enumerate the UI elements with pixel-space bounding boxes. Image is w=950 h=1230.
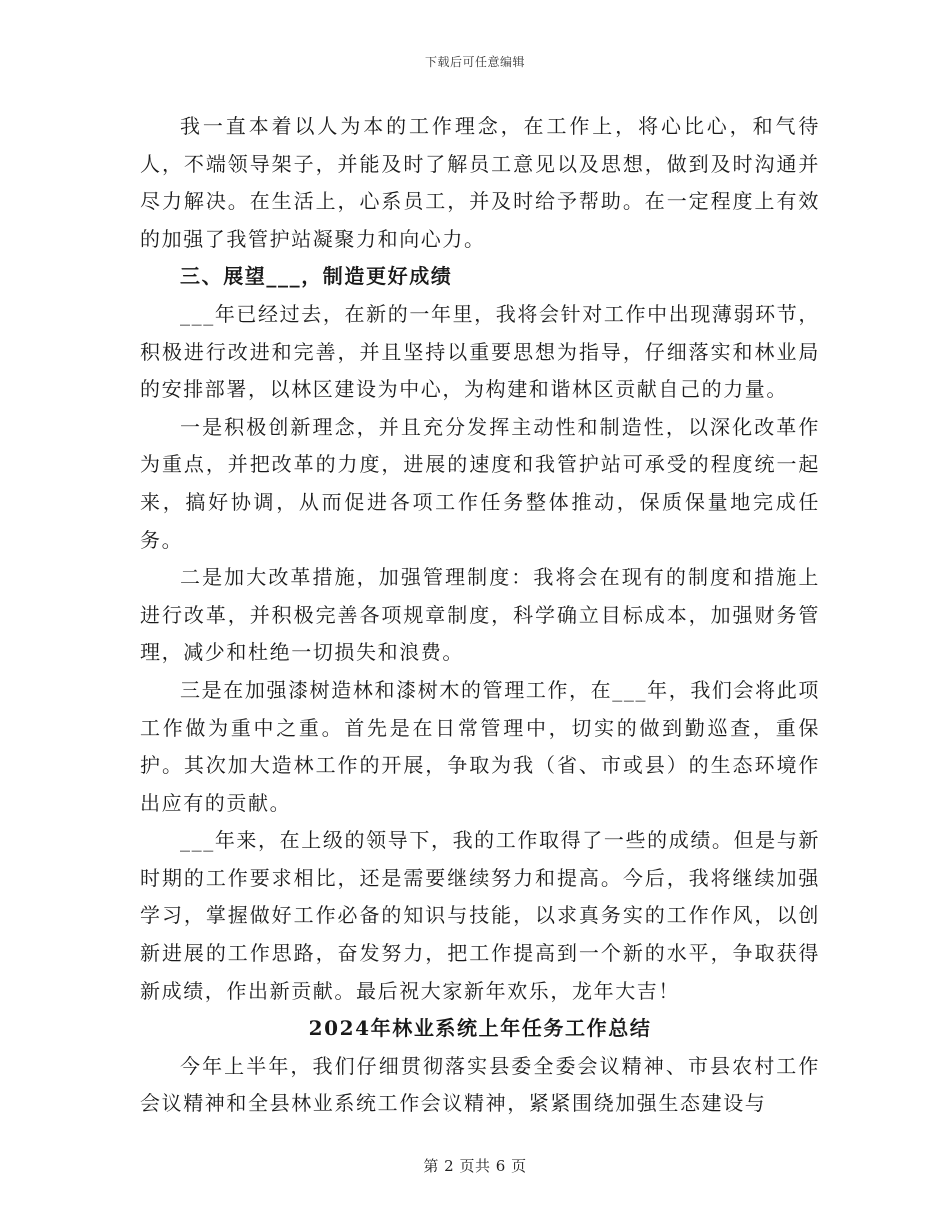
paragraph-point-two: 二是加大改革措施，加强管理制度：我将会在现有的制度和措施上进行改革，并积极完善各项规章制度，科学确立目标成本，加强财务管理，减少和杜绝一切损失和浪费。 bbox=[140, 565, 820, 665]
paragraph-first-half-year: 今年上半年，我们仔细贯彻落实县委全委会议精神、市县农村工作会议精神和全县林业系统工作会议精神，紧紧围绕加强生态建设与 bbox=[140, 1053, 820, 1116]
document-body bbox=[140, 108, 820, 1123]
paragraph-people-oriented: 我一直本着以人为本的工作理念，在工作上，将心比心，和气待人，不端领导架子，并能及时了解员工意见以及思想，做到及时沟通并尽力解决。在生活上，心系员工，并及时给予帮助。在一定程度上有效的加强了我管护站凝聚力和向心力。 bbox=[140, 114, 820, 251]
paragraph-point-one: 一是积极创新理念，并且充分发挥主动性和制造性，以深化改革作为重点，并把改革的力度，进展的速度和我管护站可承受的程度统一起来，搞好协调，从而促进各项工作任务整体推动，保质保量地完成任务。 bbox=[140, 414, 820, 552]
page-number: 第 2 页共 6 页 bbox=[423, 1157, 527, 1175]
paragraph-point-three: 三是在加强漆树造林和漆树木的管理工作，在___年，我们会将此项工作做为重中之重。首先是在日常管理中，切实的做到勤巡查，重保护。其次加大造林工作的开展，争取为我（省、市或县）的生态环境作出应有的贡献。 bbox=[140, 677, 820, 815]
paragraph-conclusion: ___年来，在上级的领导下，我的工作取得了一些的成绩。但是与新时期的工作要求相比，还是需要继续努力和提高。今后，我将继续加强学习，掌握做好工作必备的知识与技能，以求真务实的工作作风，以创新进展的工作思路，奋发努力，把工作提高到一个新的水平，争取获得新成绩，作出新贡献。最后祝大家新年欢乐，龙年大吉！ bbox=[140, 828, 820, 1003]
document-title: 2024年林业系统上年任务工作总结 bbox=[308, 1016, 652, 1041]
paragraph-new-year-plan: ___年已经过去，在新的一年里，我将会针对工作中出现薄弱环节，积极进行改进和完善，并且坚持以重要思想为指导，仔细落实和林业局的安排部署，以林区建设为中心，为构建和谐林区贡献自己的力量。 bbox=[140, 301, 820, 402]
page-header-note: 下载后可任意编辑 bbox=[424, 55, 525, 69]
section-heading-outlook: 三、展望___，制造更好成绩 bbox=[180, 264, 453, 289]
